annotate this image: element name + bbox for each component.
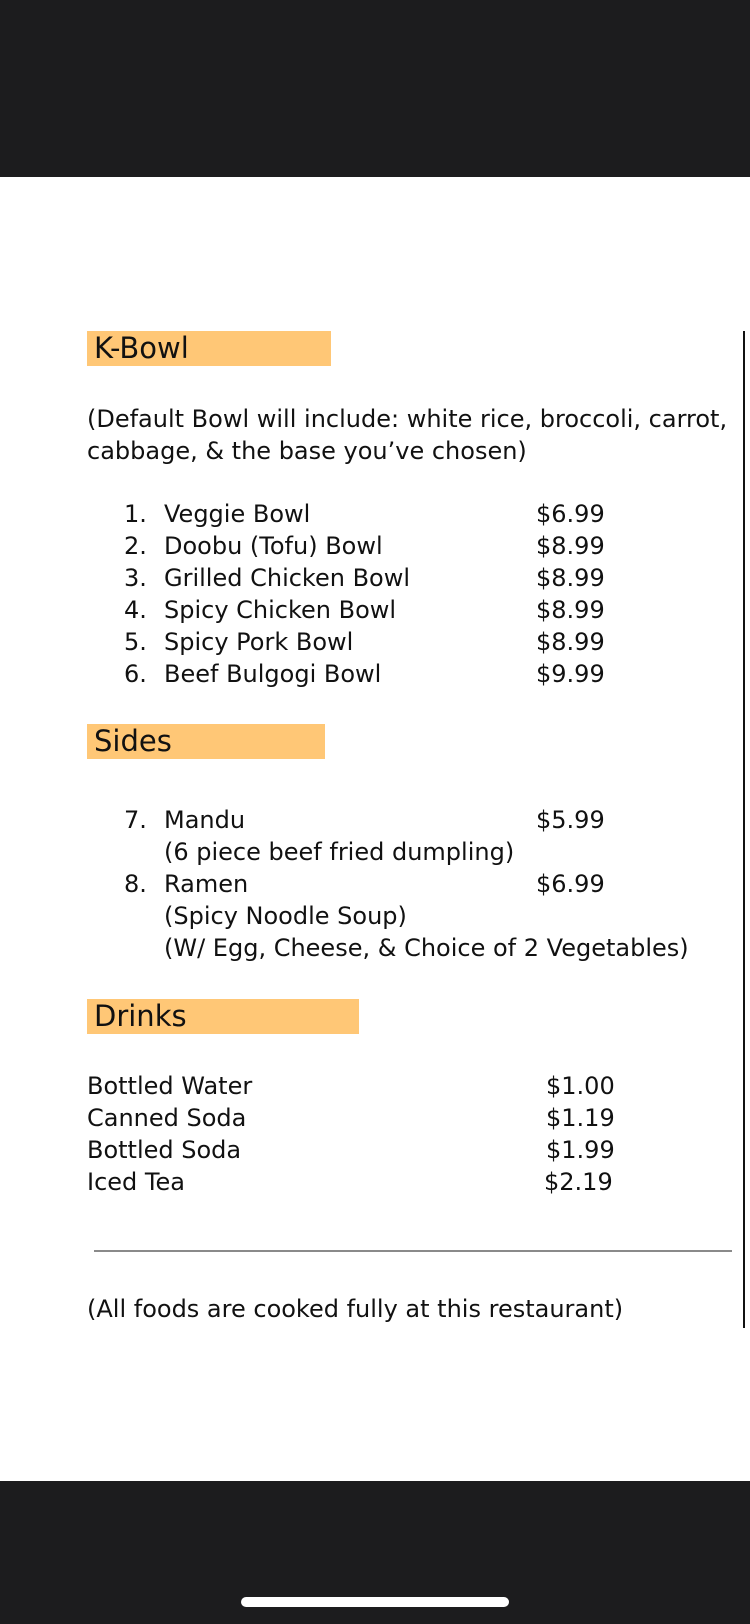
menu-item-number: 3. [124, 564, 147, 592]
menu-item-veggie-bowl [0, 498, 750, 530]
menu-item-number: 6. [124, 660, 147, 688]
menu-item-name: Doobu (Tofu) Bowl [164, 532, 383, 560]
menu-item-number: 2. [124, 532, 147, 560]
drink-item-bottled-water [0, 1070, 750, 1102]
section-header-sides: Sides [87, 724, 325, 759]
menu-item-price: $6.99 [536, 870, 605, 898]
menu-item-price: $8.99 [536, 564, 605, 592]
menu-item-number: 5. [124, 628, 147, 656]
drink-item-name: Iced Tea [87, 1168, 185, 1196]
menu-item-price: $9.99 [536, 660, 605, 688]
menu-item-price: $5.99 [536, 806, 605, 834]
kbowl-note-line-2: cabbage, & the base you’ve chosen) [87, 437, 527, 465]
menu-item-beef-bulgogi-bowl [0, 658, 750, 690]
menu-item-name: Veggie Bowl [164, 500, 311, 528]
kbowl-note-line-1: (Default Bowl will include: white rice, broccoli, carrot, [87, 405, 728, 433]
menu-item-number: 1. [124, 500, 147, 528]
menu-item-number: 7. [124, 806, 147, 834]
menu-item-price: $8.99 [536, 596, 605, 624]
menu-item-grilled-chicken-bowl [0, 562, 750, 594]
menu-item-detail: (6 piece beef fried dumpling) [164, 838, 515, 866]
drink-item-price: $1.19 [546, 1104, 615, 1132]
footer-note: (All foods are cooked fully at this restaurant) [87, 1295, 624, 1323]
menu-item-name: Ramen [164, 870, 249, 898]
section-header-kbowl: K-Bowl [87, 331, 331, 366]
divider-line [94, 1250, 732, 1252]
menu-item-doobu-bowl [0, 530, 750, 562]
menu-item-name: Spicy Chicken Bowl [164, 596, 397, 624]
drink-item-name: Canned Soda [87, 1104, 247, 1132]
menu-item-detail: (Spicy Noodle Soup) [164, 902, 407, 930]
menu-item-price: $8.99 [536, 628, 605, 656]
menu-item-spicy-chicken-bowl [0, 594, 750, 626]
menu-item-price: $8.99 [536, 532, 605, 560]
menu-item-name: Grilled Chicken Bowl [164, 564, 411, 592]
home-indicator[interactable] [241, 1597, 509, 1607]
menu-item-detail: (W/ Egg, Cheese, & Choice of 2 Vegetables) [164, 934, 689, 962]
menu-item-number: 8. [124, 870, 147, 898]
menu-item-name: Spicy Pork Bowl [164, 628, 354, 656]
menu-item-ramen [0, 868, 750, 900]
menu-item-name: Mandu [164, 806, 246, 834]
drink-item-price: $2.19 [544, 1168, 613, 1196]
drink-item-bottled-soda [0, 1134, 750, 1166]
top-status-area [0, 0, 750, 177]
drink-item-price: $1.99 [546, 1136, 615, 1164]
menu-item-name: Beef Bulgogi Bowl [164, 660, 382, 688]
drink-item-name: Bottled Soda [87, 1136, 242, 1164]
drink-item-price: $1.00 [546, 1072, 615, 1100]
menu-item-spicy-pork-bowl [0, 626, 750, 658]
drink-item-name: Bottled Water [87, 1072, 253, 1100]
menu-item-price: $6.99 [536, 500, 605, 528]
menu-item-number: 4. [124, 596, 147, 624]
menu-item-mandu [0, 804, 750, 836]
drink-item-canned-soda [0, 1102, 750, 1134]
section-header-drinks: Drinks [87, 999, 359, 1034]
drink-item-iced-tea [0, 1166, 750, 1198]
